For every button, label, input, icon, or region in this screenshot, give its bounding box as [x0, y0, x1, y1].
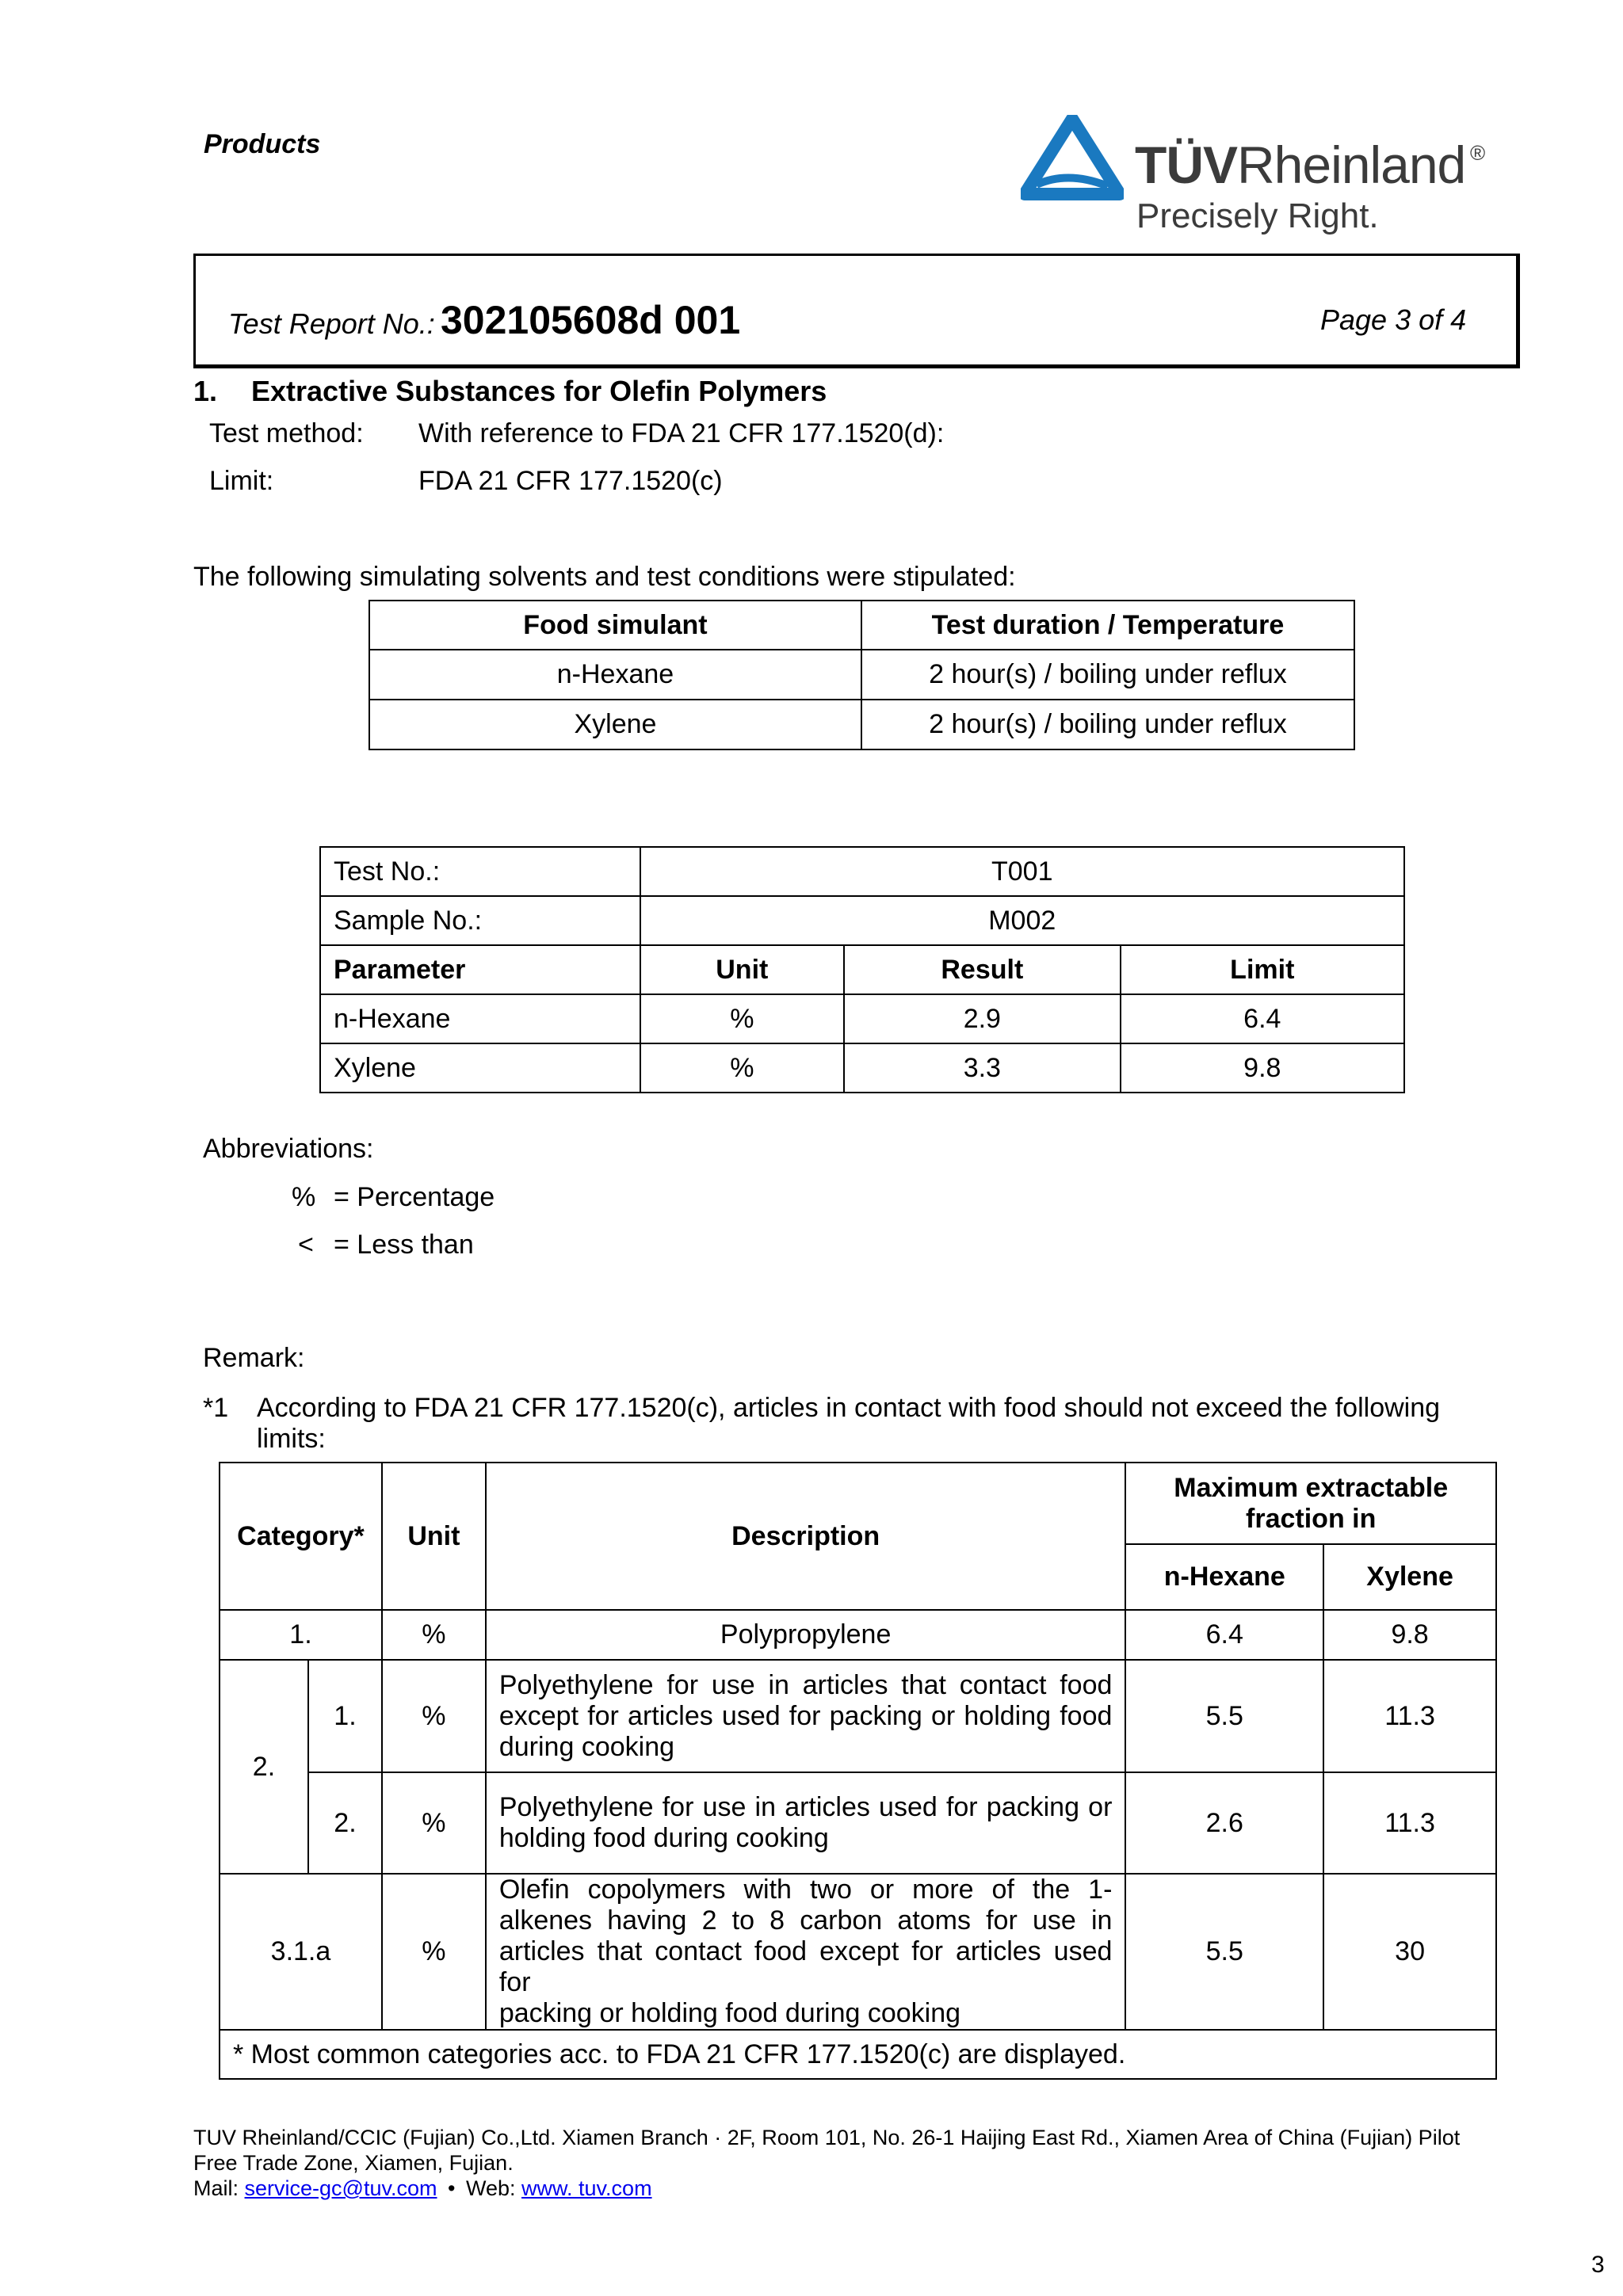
limits-header-category: Category* — [220, 1463, 382, 1610]
results-header-limit: Limit — [1121, 945, 1404, 994]
limits-header-hexane: n-Hexane — [1125, 1544, 1323, 1610]
abbrev-symbol: < — [298, 1230, 314, 1260]
section-title: Extractive Substances for Olefin Polymers — [251, 375, 827, 407]
description-line: Polyethylene for use in articles that contact food — [498, 1669, 1113, 1700]
test-method-label: Test method: — [209, 418, 364, 448]
xylene-cell: 11.3 — [1323, 1660, 1496, 1772]
remark-note-line1: According to FDA 21 CFR 177.1520(c), articles in contact with food should not exceed the following — [257, 1393, 1441, 1423]
page-indicator: Page 3 of 4 — [1320, 303, 1467, 336]
simulant-cell: Xylene — [369, 700, 861, 749]
test-method-value: With reference to FDA 21 CFR 177.1520(d): — [418, 418, 945, 448]
table-row — [220, 1660, 1496, 1772]
abbreviations-title: Abbreviations: — [203, 1134, 374, 1164]
unit-cell: % — [382, 1772, 486, 1874]
test-no-value: T001 — [640, 847, 1405, 896]
description-cell: Polypropylene — [486, 1610, 1126, 1660]
limit-value: FDA 21 CFR 177.1520(c) — [418, 466, 723, 496]
remark-note-marker: *1 — [203, 1393, 229, 1423]
xylene-cell: 9.8 — [1323, 1610, 1496, 1660]
logo-tagline: Precisely Right. — [1136, 196, 1379, 235]
abbrev-symbol: % — [292, 1182, 316, 1212]
abbrev-meaning: = Less than — [334, 1230, 474, 1260]
unit-cell: % — [382, 1610, 486, 1660]
remark-note-line2: limits: — [257, 1424, 326, 1454]
mail-link[interactable]: service-gc@tuv.com — [244, 2176, 437, 2200]
unit-cell: % — [640, 1043, 845, 1093]
tuv-logo-icon — [1021, 115, 1124, 202]
parameter-cell: n-Hexane — [320, 994, 640, 1043]
footer-address-line1: TUV Rheinland/CCIC (Fujian) Co.,Ltd. Xiamen Branch · 2F, Room 101, No. 26-1 Haijing East Rd., Xiamen Area of China (Fujian) Pilot — [193, 2126, 1461, 2149]
description-cell — [486, 1772, 1126, 1874]
category-cell: 3.1.a — [220, 1874, 382, 2030]
table-row — [369, 700, 1354, 749]
logo-registered-mark: ® — [1470, 141, 1486, 165]
max-header-line: fraction in — [1246, 1503, 1377, 1534]
limits-header-description: Description — [486, 1463, 1126, 1610]
subcategory-cell: 1. — [308, 1660, 382, 1772]
test-no-label: Test No.: — [320, 847, 640, 896]
results-table — [319, 846, 1405, 1093]
unit-cell: % — [640, 994, 845, 1043]
limits-header-max-extractable — [1125, 1463, 1496, 1544]
hexane-cell: 6.4 — [1125, 1610, 1323, 1660]
hexane-cell: 2.6 — [1125, 1772, 1323, 1874]
web-link[interactable]: www. tuv.com — [521, 2176, 652, 2200]
sample-no-label: Sample No.: — [320, 896, 640, 945]
table-row — [369, 650, 1354, 700]
description-line: packing or holding food during cooking — [498, 1998, 961, 2028]
results-header-parameter: Parameter — [320, 945, 640, 994]
max-header-line: Maximum extractable — [1174, 1472, 1449, 1503]
sample-no-value: M002 — [640, 896, 1405, 945]
limit-cell: 9.8 — [1121, 1043, 1404, 1093]
simulant-table — [369, 600, 1355, 750]
section-number: 1. — [193, 375, 218, 407]
simulant-header-duration: Test duration / Temperature — [861, 601, 1354, 650]
simulant-cell: n-Hexane — [369, 650, 861, 700]
table-row — [220, 1874, 1496, 2030]
report-number: 302105608d 001 — [441, 298, 741, 342]
limits-header-unit: Unit — [382, 1463, 486, 1610]
page-number: 3 — [1591, 2252, 1605, 2278]
description-cell — [486, 1660, 1126, 1772]
results-header-result: Result — [844, 945, 1120, 994]
description-line: Olefin copolymers with two or more of the 1- — [498, 1875, 1113, 1905]
description-line: articles that contact food except for articles used for — [498, 1936, 1113, 1997]
limits-header-xylene: Xylene — [1323, 1544, 1496, 1610]
description-line: Polyethylene for use in articles used for packing or — [498, 1792, 1113, 1822]
remark-title: Remark: — [203, 1343, 305, 1373]
simulant-header-food: Food simulant — [369, 601, 861, 650]
xylene-cell: 11.3 — [1323, 1772, 1496, 1874]
description-line: during cooking — [498, 1731, 675, 1762]
mail-label: Mail: — [193, 2176, 239, 2200]
limits-table — [219, 1462, 1497, 2080]
logo-wordmark: TÜVRheinland — [1135, 135, 1466, 194]
description-line: except for articles used for packing or holding food — [498, 1700, 1113, 1731]
parameter-cell: Xylene — [320, 1043, 640, 1093]
description-line: alkenes having 2 to 8 carbon atoms for use in — [498, 1905, 1113, 1936]
limit-label: Limit: — [209, 466, 274, 496]
report-number-label: Test Report No.: — [228, 307, 435, 340]
result-cell: 3.3 — [844, 1043, 1120, 1093]
duration-cell: 2 hour(s) / boiling under reflux — [861, 650, 1354, 700]
description-line: holding food during cooking — [498, 1823, 829, 1853]
hexane-cell: 5.5 — [1125, 1660, 1323, 1772]
footer-contact — [193, 2176, 652, 2201]
subcategory-cell: 2. — [308, 1772, 382, 1874]
table-row — [220, 1772, 1496, 1874]
category-cell: 1. — [220, 1610, 382, 1660]
table-row — [320, 994, 1404, 1043]
unit-cell: % — [382, 1660, 486, 1772]
footer-separator: • — [448, 2176, 456, 2200]
result-cell: 2.9 — [844, 994, 1120, 1043]
description-cell — [486, 1874, 1126, 2030]
limits-footnote: * Most common categories acc. to FDA 21 CFR 177.1520(c) are displayed. — [220, 2030, 1496, 2079]
web-label: Web: — [465, 2176, 516, 2200]
products-label: Products — [204, 129, 321, 159]
results-header-unit: Unit — [640, 945, 845, 994]
table-row — [220, 1610, 1496, 1660]
xylene-cell: 30 — [1323, 1874, 1496, 2030]
category-cell: 2. — [220, 1660, 308, 1874]
unit-cell: % — [382, 1874, 486, 2030]
limit-cell: 6.4 — [1121, 994, 1404, 1043]
abbrev-meaning: = Percentage — [334, 1182, 495, 1212]
hexane-cell: 5.5 — [1125, 1874, 1323, 2030]
footer-address-line2: Free Trade Zone, Xiamen, Fujian. — [193, 2151, 514, 2175]
intro-text: The following simulating solvents and test conditions were stipulated: — [193, 562, 1016, 592]
table-row — [320, 1043, 1404, 1093]
duration-cell: 2 hour(s) / boiling under reflux — [861, 700, 1354, 749]
